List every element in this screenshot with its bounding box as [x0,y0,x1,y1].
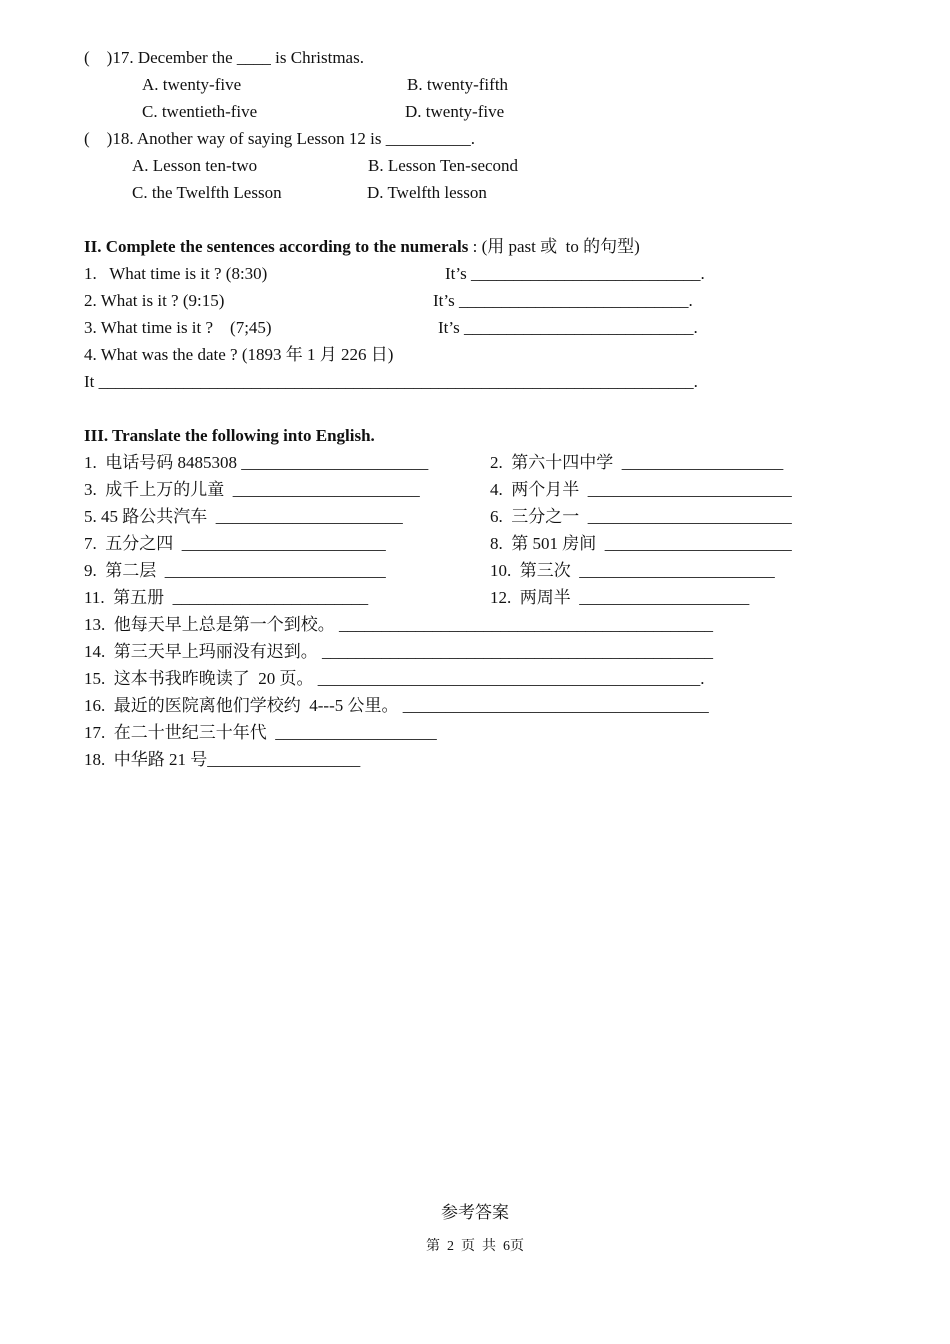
part3-item-4: 4. 两个月半 ________________________ [490,480,792,499]
part2-item-3-question: 3. What time is it ? (7;45) [84,318,272,337]
part2-item-3-answer-line: It’s ___________________________. [438,318,698,337]
q18-option-b: B. Lesson Ten-second [368,156,519,175]
part3-item-18: 18. 中华路 21 号__________________ [84,750,361,769]
part2-heading [84,237,640,257]
part2-item-4-answer-line: It ______________________________________________________________________. [84,372,698,391]
part3-item-12: 12. 两周半 ____________________ [490,588,750,607]
part3-item-10: 10. 第三次 _______________________ [490,561,775,580]
part3-item-15: 15. 这本书我昨晚读了 20 页。 _____________________________________________. [84,669,705,688]
part2-item-2-answer-line: It’s ___________________________. [433,291,693,310]
q18-option-c: C. the Twelfth Lesson [132,183,282,202]
q17-stem: ( )17. December the ____ is Christmas. [84,48,364,67]
q18-stem: ( )18. Another way of saying Lesson 12 is __________. [84,129,475,148]
q17-option-c: C. twentieth-five [142,102,258,121]
part2-item-4-question: 4. What was the date ? (1893 年 1 月 226 日) [84,345,394,364]
answers-heading: 参考答案 [441,1203,509,1222]
part2-item-1-question: 1. What time is it ? (8:30) [84,264,268,283]
part3-item-1: 1. 电话号码 8485308 ______________________ [84,453,429,472]
part3-item-17: 17. 在二十世纪三十年代 ___________________ [84,723,437,742]
part3-item-6: 6. 三分之一 ________________________ [490,507,792,526]
part3-item-3: 3. 成千上万的儿童 ______________________ [84,480,420,499]
q18-option-d: D. Twelfth lesson [367,183,487,202]
part3-item-14: 14. 第三天早上玛丽没有迟到。 ______________________________________________ [84,642,713,661]
part3-heading: III. Translate the following into English. [84,426,375,445]
part3-item-16: 16. 最近的医院离他们学校约 4---5 公里。 ____________________________________ [84,696,709,715]
q17-option-b: B. twenty-fifth [407,75,509,94]
part2-item-1-answer-line: It’s ___________________________. [445,264,705,283]
part3-item-5: 5. 45 路公共汽车 ______________________ [84,507,403,526]
part3-item-13: 13. 他每天早上总是第一个到校。 ____________________________________________ [84,615,713,634]
part3-item-9: 9. 第二层 __________________________ [84,561,386,580]
q17-option-d: D. twenty-five [405,102,505,121]
part3-item-11: 11. 第五册 _______________________ [84,588,369,607]
part2-heading-note: : (用 past 或 to 的句型) [468,237,640,256]
part3-item-2: 2. 第六十四中学 ___________________ [490,453,784,472]
part3-item-7: 7. 五分之四 ________________________ [84,534,386,553]
part2-heading-bold: II. Complete the sentences according to the numerals [84,237,469,256]
q18-option-a: A. Lesson ten-two [132,156,258,175]
q17-option-a: A. twenty-five [142,75,242,94]
part2-item-2-question: 2. What is it ? (9:15) [84,291,225,310]
page-number: 第 2 页 共 6页 [426,1239,524,1254]
part3-item-8: 8. 第 501 房间 ______________________ [490,534,792,553]
